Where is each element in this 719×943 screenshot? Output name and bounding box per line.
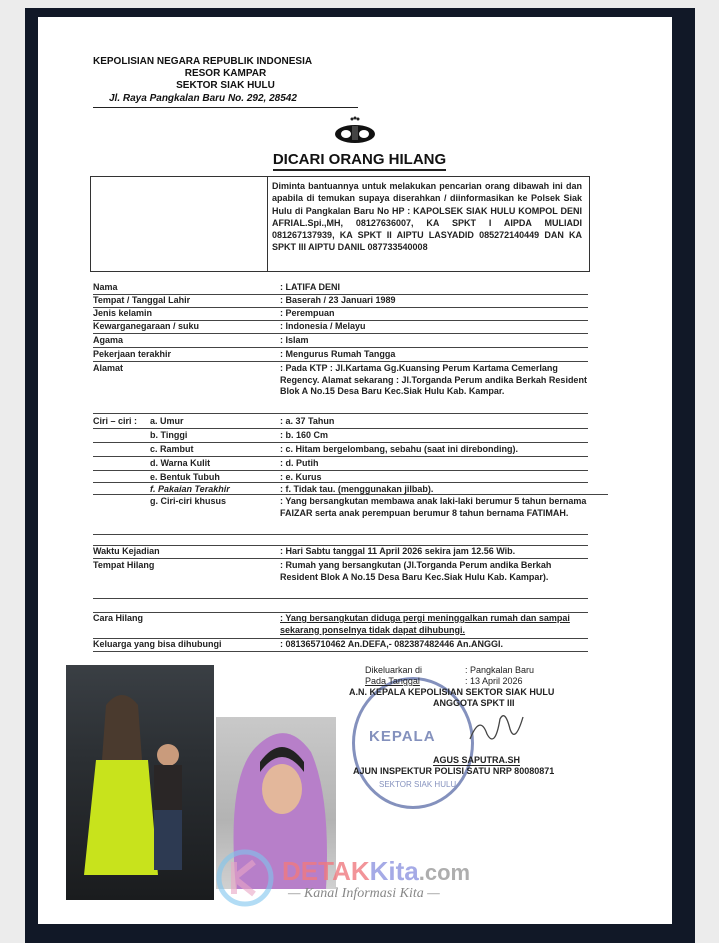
letterhead-address: Jl. Raya Pangkalan Baru No. 292, 28542 xyxy=(93,93,358,108)
detakkita-watermark: DETAKKita.com — Kanal Informasi Kita — xyxy=(212,848,512,910)
signature-scribble-icon xyxy=(465,709,525,749)
ciri-row: d. Warna Kulit : d. Putih xyxy=(93,458,588,471)
field-row-address: Alamat : Pada KTP : Jl.Kartama Gg.Kuansing Perum Kartama Cemerlang Regency. Alamat sekarang : Jl.Torganda Perum andika Berkah Resident Blok A No.15 Desa Baru Kec.Siak Hulu Kab. Kampar. xyxy=(93,363,588,414)
page-title: DICARI ORANG HILANG xyxy=(0,151,719,168)
letterhead-line2: RESOR KAMPAR xyxy=(184,68,267,79)
field-row: Agama : Islam xyxy=(93,335,588,348)
field-row: Nama : LATIFA DENI xyxy=(93,282,588,295)
ciri-row: b. Tinggi : b. 160 Cm xyxy=(93,430,588,443)
field-row: Pekerjaan terakhir : Mengurus Rumah Tangga xyxy=(93,349,588,362)
letterhead-line1: KEPOLISIAN NEGARA REPUBLIK INDONESIA xyxy=(93,56,313,67)
request-box xyxy=(90,176,590,272)
request-text: Diminta bantuannya untuk melakukan pencarian orang dibawah ini dan apabila di temukan supaya diserahkan / diinformasikan ke Polsek Siak Hulu di Pangkalan Baru No HP : KAPOLSEK SIAK HULU KOMPOL DENI AFRIAL.Spi.,MH, 08127636007, KA SPKT I AIPDA MULIADI 081267137939, KA SPKT II AIPTU LASYADID 085272140449 DAN KA SPKT III AIPTU DANIL 087733540008 xyxy=(272,181,582,253)
children-photo xyxy=(66,665,214,900)
ciri-row: e. Bentuk Tubuh : e. Kurus xyxy=(93,472,588,483)
incident-row: Cara Hilang : Yang bersangkutan diduga pergi meninggalkan rumah dan sampai sekarang ponselnya tidak dapat dihubungi. xyxy=(93,612,588,639)
ciri-row: g. Ciri-ciri khusus : Yang bersangkutan membawa anak laki-laki berumur 5 tahun bernama FAIZAR serta anak perempuan berumur 8 tahun bernama FATIMAH. xyxy=(93,496,588,535)
field-row: Kewarganegaraan / suku : Indonesia / Melayu xyxy=(93,321,588,334)
field-row: Tempat / Tanggal Lahir : Baserah / 23 Januari 1989 xyxy=(93,295,588,308)
ciri-row: c. Rambut : c. Hitam bergelombang, sebahu (saat ini direbonding). xyxy=(93,444,588,457)
detakkita-logo-icon xyxy=(212,848,278,910)
police-emblem-icon xyxy=(333,116,377,144)
official-stamp: KEPALA SEKTOR SIAK HULU xyxy=(352,677,474,809)
ciri-row: f. Pakaian Terakhir : f. Tidak tau. (menggunakan jilbab). xyxy=(93,484,608,495)
letterhead-line3: SEKTOR SIAK HULU xyxy=(176,80,275,91)
ciri-row: Ciri – ciri : a. Umur : a. 37 Tahun xyxy=(93,416,588,429)
incident-row: Waktu Kejadian : Hari Sabtu tanggal 11 April 2026 sekira jam 12.56 Wib. xyxy=(93,545,588,559)
incident-row: Tempat Hilang : Rumah yang bersangkutan (Jl.Torganda Perum andika Berkah Resident Blok A No.15 Desa Baru Kec.Siak Hulu Kab. Kampar). xyxy=(93,560,588,599)
incident-row: Keluarga yang bisa dihubungi : 081365710462 An.DEFA,- 082387482446 An.ANGGI. xyxy=(93,639,588,652)
field-row: Jenis kelamin : Perempuan xyxy=(93,308,588,321)
letterhead xyxy=(93,56,358,108)
